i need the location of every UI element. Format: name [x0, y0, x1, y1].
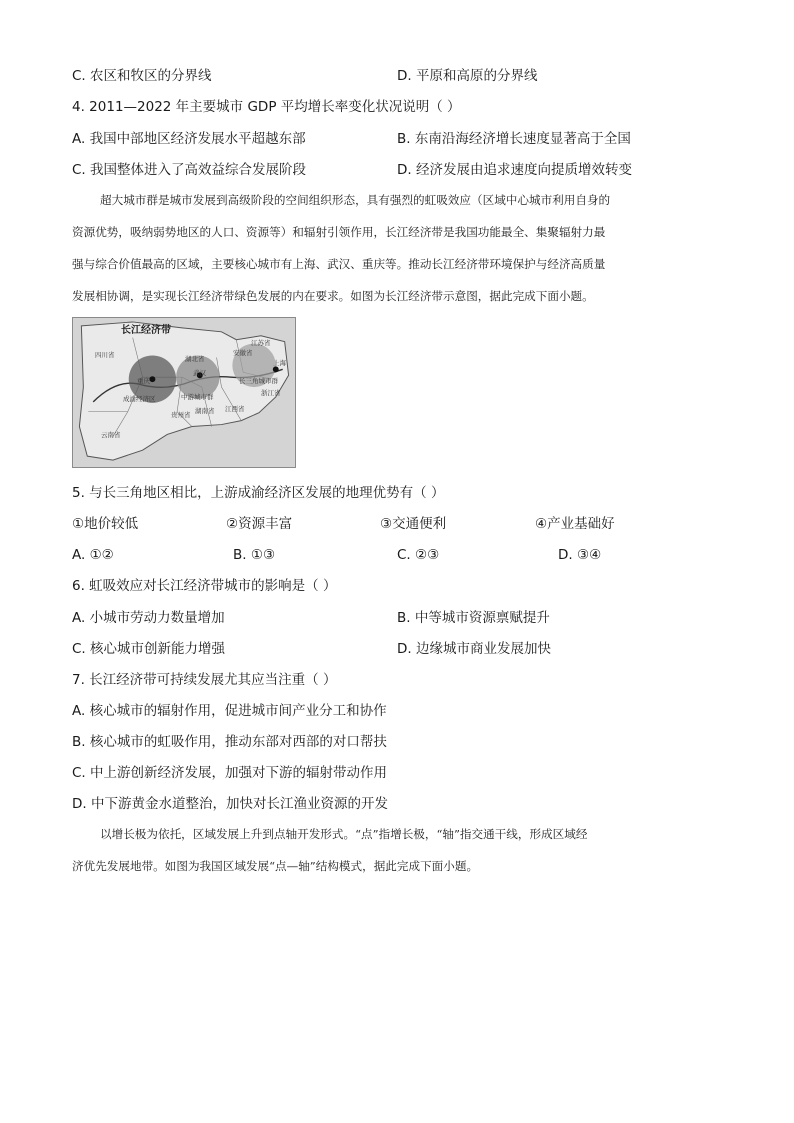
q6-option-a: A. 小城市劳动力数量增加: [72, 610, 225, 626]
q3-option-d: D. 平原和高原的分界线: [397, 68, 538, 84]
q5-item-2: ②资源丰富: [226, 516, 293, 532]
q7-option-a: A. 核心城市的辐射作用，促进城市间产业分工和协作: [72, 703, 387, 719]
q3-option-c: C. 农区和牧区的分界线: [72, 68, 212, 84]
q4-option-b: B. 东南沿海经济增长速度显著高于全国: [397, 131, 631, 147]
yangtze-economic-belt-map: [72, 317, 296, 468]
q6-stem: 6. 虹吸效应对长江经济带城市的影响是（ ）: [72, 578, 337, 594]
label-sichuan: 四川省: [95, 351, 115, 359]
label-guizhou: 贵州省: [171, 411, 191, 419]
passage-line: 超大城市群是城市发展到高级阶段的空间组织形态，具有强烈的虹吸效应（区域中心城市利用自身的: [100, 193, 611, 207]
q6-option-d: D. 边缘城市商业发展加快: [397, 641, 551, 657]
q4-option-d: D. 经济发展由追求速度向提质增效转变: [397, 162, 632, 178]
q7-option-b: B. 核心城市的虹吸作用，推动东部对西部的对口帮扶: [72, 734, 387, 750]
label-shanghai: 上海: [273, 359, 286, 367]
label-changsanjiao: 长三角城市群: [239, 377, 278, 385]
passage-line: 资源优势，吸纳弱势地区的人口、资源等）和辐射引领作用，长江经济带是我国功能最全、集聚辐射力最: [72, 225, 606, 239]
passage-line: 强与综合价值最高的区域，主要核心城市有上海、武汉、重庆等。推动长江经济带环境保护与经济高质量: [72, 257, 606, 271]
passage-line: 以增长极为依托，区域发展上升到点轴开发形式。“点”指增长极，“轴”指交通干线，形成区域经: [100, 827, 588, 841]
q7-option-c: C. 中上游创新经济发展，加强对下游的辐射带动作用: [72, 765, 388, 781]
q5-option-b: B. ①③: [233, 547, 276, 563]
passage-yangtze: [72, 184, 724, 312]
label-jiangxi: 江西省: [225, 405, 245, 413]
label-yunnan: 云南省: [101, 431, 121, 439]
label-wuhan: 武汉: [193, 369, 206, 377]
label-zhejiang: 浙江省: [261, 389, 281, 397]
q5-item-3: ③交通便利: [380, 516, 447, 532]
q4-option-a: A. 我国中部地区经济发展水平超越东部: [72, 131, 306, 147]
label-zhongyou: 中游城市群: [181, 393, 214, 401]
q6-option-b: B. 中等城市资源禀赋提升: [397, 610, 550, 626]
label-jiangsu: 江苏省: [251, 339, 271, 347]
q5-option-a: A. ①②: [72, 547, 114, 563]
label-anhui: 安徽省: [233, 349, 253, 357]
label-chongqing: 重庆: [137, 377, 150, 385]
label-hubei: 湖北省: [185, 355, 205, 363]
q6-option-c: C. 核心城市创新能力增强: [72, 641, 226, 657]
q5-option-c: C. ②③: [397, 547, 440, 563]
q5-stem: 5. 与长三角地区相比，上游成渝经济区发展的地理优势有（ ）: [72, 485, 445, 501]
label-chengyu: 成渝经济区: [123, 395, 156, 403]
passage-line: 济优先发展地带。如图为我国区域发展“点—轴”结构模式，据此完成下面小题。: [72, 859, 479, 873]
q5-option-d: D. ③④: [558, 547, 602, 563]
q4-stem: 4. 2011—2022 年主要城市 GDP 平均增长率变化状况说明（ ）: [72, 99, 461, 115]
q5-item-4: ④产业基础好: [535, 516, 615, 532]
passage-point-axis: [72, 818, 724, 882]
passage-line: 发展相协调，是实现长江经济带绿色发展的内在要求。如图为长江经济带示意图，据此完成下面小题。: [72, 289, 594, 303]
q5-item-1: ①地价较低: [72, 516, 139, 532]
q7-option-d: D. 中下游黄金水道整治，加快对长江渔业资源的开发: [72, 796, 388, 812]
q7-stem: 7. 长江经济带可持续发展尤其应当注重（ ）: [72, 672, 337, 688]
map-title: 长江经济带: [121, 325, 171, 336]
q4-option-c: C. 我国整体进入了高效益综合发展阶段: [72, 162, 307, 178]
label-hunan: 湖南省: [195, 407, 215, 415]
